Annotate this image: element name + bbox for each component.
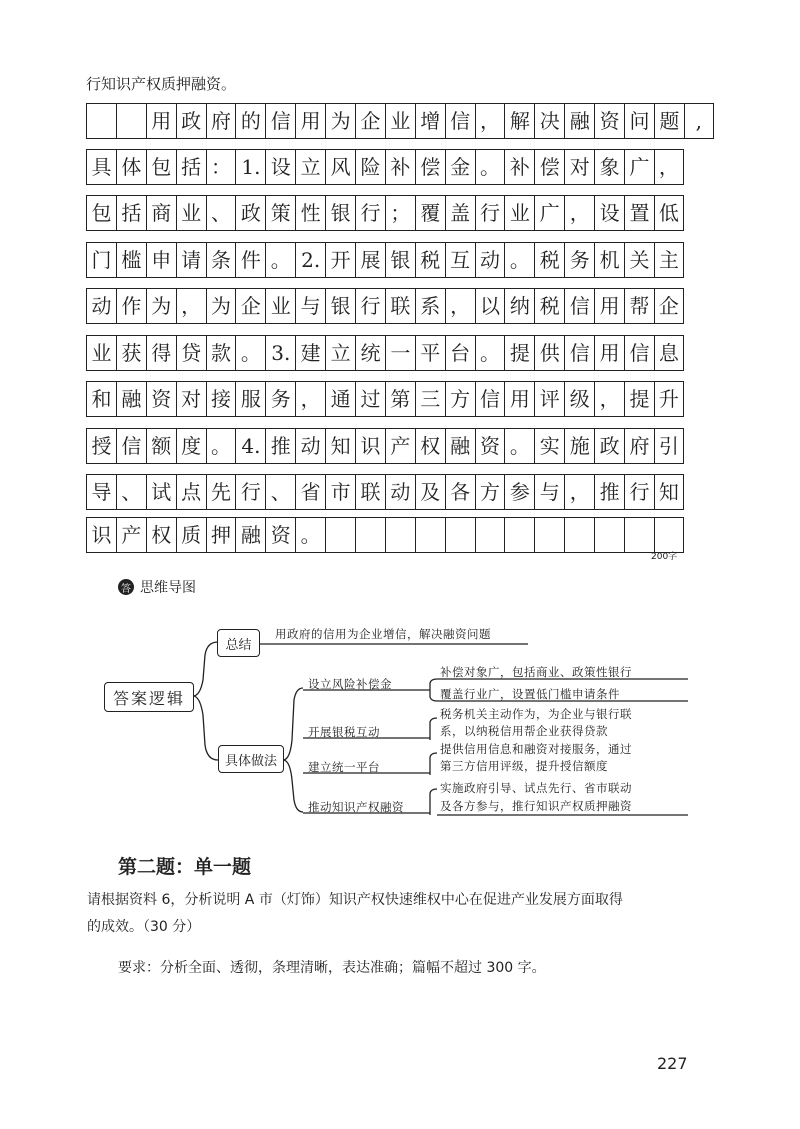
grid-row — [86, 474, 684, 510]
grid-cell: 开 — [325, 242, 355, 278]
grid-cell: 推 — [594, 474, 624, 510]
grid-cell: 动 — [295, 428, 325, 464]
grid-cell: 为 — [146, 288, 176, 324]
grid-cell: 融 — [564, 103, 594, 139]
method-detail: 及各方参与，推行知识产权质押融资 — [440, 799, 632, 813]
method-name: 开展银税互动 — [308, 725, 380, 739]
grid-cell — [116, 103, 146, 139]
grid-cell — [445, 517, 475, 553]
grid-cell: 产 — [385, 428, 415, 464]
grid-cell: 信 — [564, 288, 594, 324]
method-detail: 补偿对象广，包括商业、政策性银行 — [440, 665, 632, 679]
grid-cell: 题 — [654, 103, 684, 139]
grid-cell: 行 — [235, 474, 265, 510]
grid-cell: 授 — [86, 428, 116, 464]
method1-fork — [430, 679, 437, 701]
grid-cell: 低 — [654, 195, 684, 231]
grid-cell: 条 — [206, 242, 236, 278]
grid-cell: 权 — [415, 428, 445, 464]
grid-cell: 资 — [265, 517, 295, 553]
grid-cell: 。 — [475, 335, 505, 371]
grid-cell: 用 — [594, 288, 624, 324]
root-branch-line — [193, 642, 218, 696]
grid-cell: 先 — [206, 474, 236, 510]
word-count-label: 200字 — [651, 552, 678, 562]
grid-cell: 增 — [415, 103, 445, 139]
grid-cell: 解 — [504, 103, 534, 139]
summary-node: 总结 — [217, 629, 260, 657]
grid-cell: ， — [176, 288, 206, 324]
method-detail: 覆盖行业广，设置低门槛申请条件 — [440, 687, 620, 701]
mind-map-root: 答案逻辑 — [104, 682, 194, 712]
grid-cell: 参 — [504, 474, 534, 510]
method-detail: 第三方信用评级，提升授信额度 — [440, 759, 608, 773]
grid-cell: 偿 — [415, 149, 445, 185]
grid-cell: 覆 — [415, 195, 445, 231]
grid-cell: 银 — [325, 195, 355, 231]
grid-cell: 纳 — [504, 288, 534, 324]
grid-cell: 动 — [385, 474, 415, 510]
grid-cell — [504, 517, 534, 553]
grid-cell: 知 — [654, 474, 684, 510]
grid-cell: 括 — [116, 195, 146, 231]
grid-cell: 统 — [355, 335, 385, 371]
grid-cell: 台 — [445, 335, 475, 371]
grid-cell: 以 — [475, 288, 505, 324]
method3-fork — [430, 753, 437, 775]
grid-cell: 作 — [116, 288, 146, 324]
grid-cell: 税 — [534, 288, 564, 324]
grid-cell: 行 — [475, 195, 505, 231]
grid-cell: 各 — [445, 474, 475, 510]
grid-cell: 试 — [146, 474, 176, 510]
grid-cell: 提 — [504, 335, 534, 371]
grid-cell: ， — [475, 103, 505, 139]
method-node: 具体做法 — [218, 745, 284, 773]
grid-cell: 策 — [265, 195, 295, 231]
grid-cell: 押 — [206, 517, 236, 553]
grid-cell: 权 — [146, 517, 176, 553]
grid-cell: 税 — [415, 242, 445, 278]
grid-cell: 设 — [594, 195, 624, 231]
grid-cell: 关 — [624, 242, 654, 278]
grid-cell: 立 — [325, 335, 355, 371]
grid-cell: 行 — [624, 474, 654, 510]
previous-answer-last-line: 行知识产权质押融资。 — [86, 75, 237, 93]
grid-cell: ， — [654, 149, 684, 185]
grid-cell: 。 — [265, 242, 295, 278]
grid-cell: 立 — [295, 149, 325, 185]
grid-row — [86, 149, 684, 185]
grid-cell: 省 — [295, 474, 325, 510]
grid-cell: 资 — [594, 103, 624, 139]
grid-cell — [534, 517, 564, 553]
method-detail: 系，以纳税信用帮企业获得贷款 — [440, 724, 608, 738]
grid-cell: 务 — [564, 242, 594, 278]
question-title: 第二题：单一题 — [118, 856, 252, 878]
grid-cell: 盖 — [445, 195, 475, 231]
grid-cell: 业 — [504, 195, 534, 231]
grid-cell: 评 — [534, 381, 564, 417]
grid-cell: 与 — [534, 474, 564, 510]
grid-cell: 政 — [235, 195, 265, 231]
grid-cell: 建 — [295, 335, 325, 371]
grid-cell: 企 — [235, 288, 265, 324]
grid-cell: 风 — [325, 149, 355, 185]
question-requirement: 要求：分析全面、透彻，条理清晰，表达准确；篇幅不超过 300 字。 — [118, 960, 546, 976]
grid-cell: 及 — [415, 474, 445, 510]
method-name: 推动知识产权融资 — [308, 800, 404, 814]
grid-cell — [415, 517, 445, 553]
grid-row — [86, 195, 684, 231]
method-detail: 税务机关主动作为，为企业与银行联 — [440, 707, 632, 721]
grid-cell — [475, 517, 505, 553]
method-name: 设立风险补偿金 — [308, 677, 392, 691]
grid-cell: 。 — [504, 428, 534, 464]
grid-cell: 方 — [475, 474, 505, 510]
grid-cell: 信 — [116, 428, 146, 464]
grid-cell — [654, 517, 684, 553]
grid-cell: 升 — [654, 381, 684, 417]
grid-cell: 引 — [654, 428, 684, 464]
grid-cell: ， — [445, 288, 475, 324]
answer-badge-icon: 答 — [118, 579, 134, 595]
grid-cell: 得 — [146, 335, 176, 371]
grid-cell: 政 — [594, 428, 624, 464]
grid-cell: 互 — [445, 242, 475, 278]
grid-cell: 金 — [445, 149, 475, 185]
grid-cell: 企 — [654, 288, 684, 324]
grid-cell: 资 — [475, 428, 505, 464]
grid-cell: ， — [564, 474, 594, 510]
grid-row — [86, 517, 684, 553]
grid-cell: 企 — [355, 103, 385, 139]
grid-cell: 三 — [415, 381, 445, 417]
grid-cell: 具 — [86, 149, 116, 185]
grid-cell: 款 — [206, 335, 236, 371]
grid-cell: 实 — [534, 428, 564, 464]
grid-cell: 府 — [624, 428, 654, 464]
grid-cell: 请 — [176, 242, 206, 278]
grid-cell: 业 — [86, 335, 116, 371]
grid-cell: 信 — [624, 335, 654, 371]
grid-cell: 业 — [265, 288, 295, 324]
grid-row — [86, 381, 684, 417]
grid-cell: 用 — [594, 335, 624, 371]
grid-cell: 导 — [86, 474, 116, 510]
grid-cell: ： — [206, 149, 236, 185]
grid-cell: 。 — [475, 149, 505, 185]
grid-cell: 商 — [146, 195, 176, 231]
grid-cell: ， — [295, 381, 325, 417]
grid-cell: 银 — [325, 288, 355, 324]
grid-cell: 联 — [355, 474, 385, 510]
grid-cell: , — [684, 103, 714, 139]
grid-cell: 府 — [206, 103, 236, 139]
question-prompt: 请根据资料 6，分析说明 A 市（灯饰）知识产权快速维权中心在促进产业发展方面取得 — [87, 892, 623, 908]
grid-cell — [624, 517, 654, 553]
grid-cell: 体 — [116, 149, 146, 185]
grid-cell: 业 — [176, 195, 206, 231]
grid-cell: 信 — [475, 381, 505, 417]
method-detail: 提供信用信息和融资对接服务，通过 — [440, 742, 632, 756]
grid-cell: 4. — [235, 428, 265, 464]
grid-row — [86, 288, 684, 324]
grid-cell: 平 — [415, 335, 445, 371]
grid-cell: 用 — [146, 103, 176, 139]
grid-cell: 问 — [624, 103, 654, 139]
grid-row — [86, 335, 684, 371]
grid-cell: 政 — [176, 103, 206, 139]
grid-cell: 的 — [235, 103, 265, 139]
grid-cell: 服 — [235, 381, 265, 417]
grid-cell: 为 — [325, 103, 355, 139]
grid-cell — [385, 517, 415, 553]
grid-cell — [594, 517, 624, 553]
grid-cell: 。 — [235, 335, 265, 371]
grid-cell: 质 — [176, 517, 206, 553]
grid-cell — [564, 517, 594, 553]
grid-cell: 融 — [445, 428, 475, 464]
grid-cell: 推 — [265, 428, 295, 464]
grid-cell: 性 — [295, 195, 325, 231]
grid-cell: 方 — [445, 381, 475, 417]
grid-cell: 融 — [116, 381, 146, 417]
grid-cell: 务 — [265, 381, 295, 417]
grid-cell: 申 — [146, 242, 176, 278]
grid-cell: 息 — [654, 335, 684, 371]
grid-cell: 额 — [146, 428, 176, 464]
grid-cell: 广 — [534, 195, 564, 231]
grid-cell: 设 — [265, 149, 295, 185]
grid-cell: 通 — [325, 381, 355, 417]
grid-cell: 补 — [385, 149, 415, 185]
grid-cell: 融 — [235, 517, 265, 553]
grid-cell: 槛 — [116, 242, 146, 278]
grid-cell: 决 — [534, 103, 564, 139]
question-prompt-cont: 的成效。（30 分） — [87, 919, 201, 935]
grid-cell: 置 — [624, 195, 654, 231]
mind-map-title: 思维导图 — [140, 580, 196, 596]
grid-cell: 1. — [235, 149, 265, 185]
grid-cell: 偿 — [534, 149, 564, 185]
grid-cell: 级 — [564, 381, 594, 417]
method-name: 建立统一平台 — [308, 760, 380, 774]
grid-cell: 信 — [265, 103, 295, 139]
method2-fork — [430, 718, 437, 740]
grid-cell: 为 — [206, 288, 236, 324]
grid-cell: 信 — [564, 335, 594, 371]
grid-cell: 补 — [504, 149, 534, 185]
grid-cell: 主 — [654, 242, 684, 278]
grid-cell: 点 — [176, 474, 206, 510]
grid-cell: 对 — [176, 381, 206, 417]
grid-cell: 度 — [176, 428, 206, 464]
grid-row — [86, 428, 684, 464]
grid-cell: 过 — [355, 381, 385, 417]
grid-cell: 用 — [295, 103, 325, 139]
grid-cell: 识 — [355, 428, 385, 464]
grid-cell — [355, 517, 385, 553]
grid-cell: 展 — [355, 242, 385, 278]
grid-cell: 3. — [265, 335, 295, 371]
grid-cell — [325, 517, 355, 553]
grid-cell: 、 — [206, 195, 236, 231]
grid-cell: 险 — [355, 149, 385, 185]
grid-cell: 件 — [235, 242, 265, 278]
grid-cell: 一 — [385, 335, 415, 371]
grid-cell: 机 — [594, 242, 624, 278]
grid-cell: 联 — [385, 288, 415, 324]
grid-cell: 动 — [86, 288, 116, 324]
grid-cell: 对 — [564, 149, 594, 185]
grid-cell: 、 — [265, 474, 295, 510]
grid-cell: 动 — [475, 242, 505, 278]
root-branch-line-lower — [193, 696, 218, 760]
grid-cell: 税 — [534, 242, 564, 278]
grid-cell: 、 — [116, 474, 146, 510]
grid-cell: 资 — [146, 381, 176, 417]
grid-cell: 广 — [624, 149, 654, 185]
page-number: 227 — [657, 1054, 688, 1073]
grid-cell: ， — [594, 381, 624, 417]
grid-cell: 获 — [116, 335, 146, 371]
method-bracket-lower — [283, 760, 303, 812]
grid-cell: ； — [385, 195, 415, 231]
grid-cell: 业 — [385, 103, 415, 139]
grid-cell: ， — [564, 195, 594, 231]
grid-row — [86, 242, 684, 278]
grid-cell: 象 — [594, 149, 624, 185]
grid-cell: 供 — [534, 335, 564, 371]
grid-cell: 贷 — [176, 335, 206, 371]
grid-cell: 。 — [504, 242, 534, 278]
grid-cell: 知 — [325, 428, 355, 464]
grid-cell: 提 — [624, 381, 654, 417]
grid-cell: 包 — [146, 149, 176, 185]
grid-row — [86, 103, 714, 139]
method4-fork — [430, 789, 437, 815]
grid-cell: 识 — [86, 517, 116, 553]
grid-cell: 2. — [295, 242, 325, 278]
method-bracket — [283, 688, 303, 760]
grid-cell: 。 — [206, 428, 236, 464]
grid-cell: 用 — [504, 381, 534, 417]
grid-cell: 行 — [355, 195, 385, 231]
grid-cell: 系 — [415, 288, 445, 324]
grid-cell: 门 — [86, 242, 116, 278]
grid-cell: 帮 — [624, 288, 654, 324]
grid-cell: 信 — [445, 103, 475, 139]
mind-map-heading — [118, 577, 196, 597]
grid-cell — [86, 103, 116, 139]
grid-cell: 市 — [325, 474, 355, 510]
grid-cell: 银 — [385, 242, 415, 278]
summary-text: 用政府的信用为企业增信，解决融资问题 — [275, 627, 491, 641]
grid-cell: 第 — [385, 381, 415, 417]
grid-cell: 产 — [116, 517, 146, 553]
grid-cell: 和 — [86, 381, 116, 417]
method-detail: 实施政府引导、试点先行、省市联动 — [440, 781, 632, 795]
grid-cell: 行 — [355, 288, 385, 324]
grid-cell: 施 — [564, 428, 594, 464]
grid-cell: 包 — [86, 195, 116, 231]
grid-cell: 。 — [295, 517, 325, 553]
grid-cell: 括 — [176, 149, 206, 185]
grid-cell: 接 — [206, 381, 236, 417]
grid-cell: 与 — [295, 288, 325, 324]
